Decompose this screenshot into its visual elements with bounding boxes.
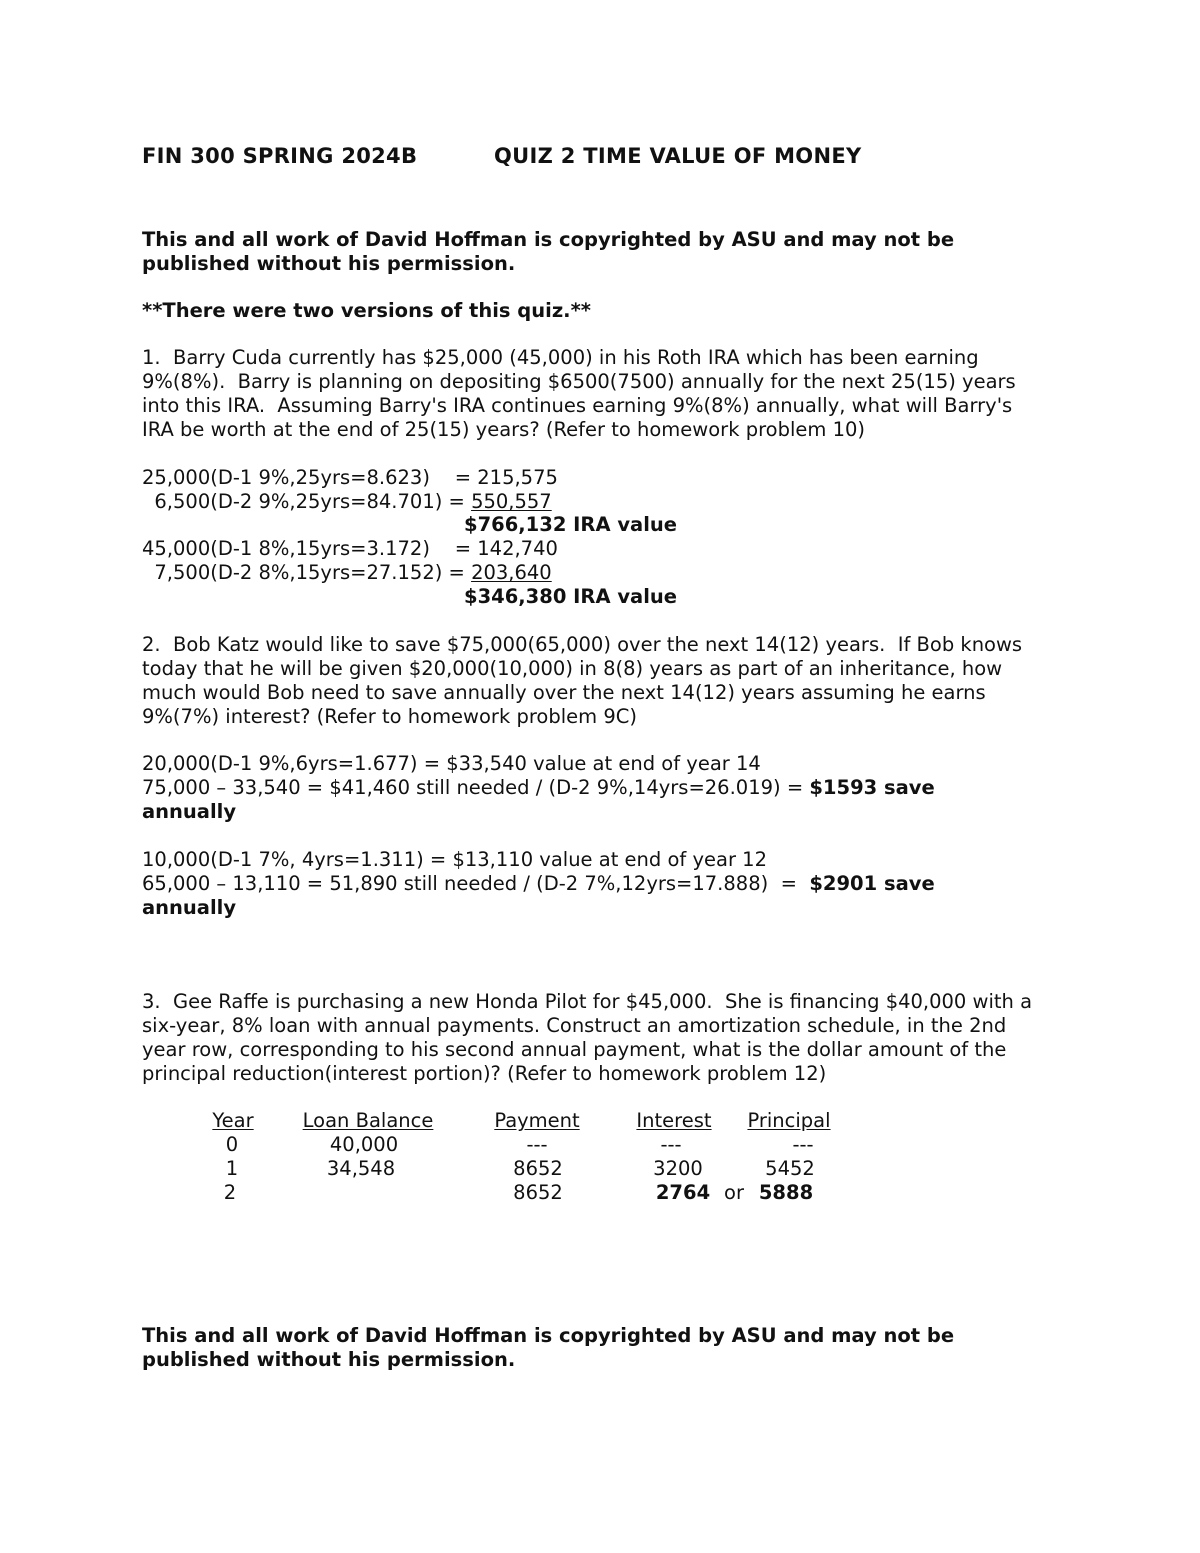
table-header-interest: Interest: [636, 1109, 712, 1132]
q3-text-line: year row, corresponding to his second annual payment, what is the dollar amount of the: [142, 1038, 1007, 1061]
copyright-footer-line-2: published without his permission.: [142, 1348, 516, 1371]
cell-payment: ---: [526, 1133, 548, 1156]
q2-v1-calc-2-label: 75,000 – 33,540 = $41,460 still needed / (D-2 9%,14yrs=26.019) =: [142, 776, 810, 799]
q2-v2-calc-2-label: 65,000 – 13,110 = 51,890 still needed / (D-2 7%,12yrs=17.888) =: [142, 872, 810, 895]
table-header-principal: Principal: [747, 1109, 831, 1132]
q2-v2-answer-cont: annually: [142, 896, 237, 919]
q2-v1-calc-1: 20,000(D-1 9%,6yrs=1.677) = $33,540 value at end of year 14: [142, 752, 761, 775]
q2-text-line: 2. Bob Katz would like to save $75,000(65,000) over the next 14(12) years. If Bob knows: [142, 633, 1023, 656]
q2-v1-answer-cont: annually: [142, 800, 237, 823]
q1-v2-calc-2-value: 203,640: [471, 561, 552, 584]
q2-text-line: 9%(7%) interest? (Refer to homework problem 9C): [142, 705, 637, 728]
table-header-year: Year: [212, 1109, 254, 1132]
q1-text-line: into this IRA. Assuming Barry's IRA continues earning 9%(8%) annually, what will Barry's: [142, 394, 1013, 417]
copyright-footer-line-1: This and all work of David Hoffman is copyrighted by ASU and may not be: [142, 1324, 955, 1347]
q1-v1-calc-2-value: 550,557: [471, 490, 552, 513]
q2-v2-calc-1: 10,000(D-1 7%, 4yrs=1.311) = $13,110 value at end of year 12: [142, 848, 767, 871]
q1-v1-calc-2-label: 6,500(D-2 9%,25yrs=84.701) =: [142, 490, 472, 513]
cell-loan-balance: 40,000: [329, 1133, 399, 1156]
q2-v1-answer: $1593 save: [809, 776, 935, 799]
q1-text-line: 1. Barry Cuda currently has $25,000 (45,000) in his Roth IRA which has been earning: [142, 346, 979, 369]
cell-year: 2: [223, 1181, 237, 1204]
q1-text-line: 9%(8%). Barry is planning on depositing $6500(7500) annually for the next 25(15) years: [142, 370, 1016, 393]
quiz-title: QUIZ 2 TIME VALUE OF MONEY: [494, 144, 862, 168]
q1-text-line: IRA be worth at the end of 25(15) years? (Refer to homework problem 10): [142, 418, 865, 441]
versions-note: **There were two versions of this quiz.**: [142, 299, 591, 322]
q1-v1-answer: $766,132 IRA value: [464, 513, 677, 536]
q1-v2-calc-2: [142, 561, 552, 585]
q2-text-line: today that he will be given $20,000(10,000) in 8(8) years as part of an inheritance, how: [142, 657, 1003, 680]
q2-v1-calc-2: [142, 776, 935, 800]
cell-year: 0: [225, 1133, 239, 1156]
q1-v2-calc-1: 45,000(D-1 8%,15yrs=3.172) = 142,740: [142, 537, 558, 560]
course-title: FIN 300 SPRING 2024B: [142, 144, 418, 168]
q1-v1-calc-1: 25,000(D-1 9%,25yrs=8.623) = 215,575: [142, 466, 558, 489]
q2-text-line: much would Bob need to save annually over the next 14(12) years assuming he earns: [142, 681, 986, 704]
q1-v2-calc-2-label: 7,500(D-2 8%,15yrs=27.152) =: [142, 561, 472, 584]
cell-principal: ---: [792, 1133, 814, 1156]
cell-principal-answer: 5888: [758, 1181, 814, 1204]
copyright-line-2: published without his permission.: [142, 252, 516, 275]
or-label: or: [724, 1181, 744, 1204]
cell-payment: 8652: [513, 1181, 563, 1204]
q2-v2-answer: $2901 save: [809, 872, 935, 895]
cell-interest: ---: [660, 1133, 682, 1156]
cell-principal: 5452: [765, 1157, 815, 1180]
q1-v1-calc-2: [142, 490, 552, 514]
q3-text-line: principal reduction(interest portion)? (Refer to homework problem 12): [142, 1062, 827, 1085]
q1-v2-answer: $346,380 IRA value: [464, 585, 677, 608]
cell-payment: 8652: [513, 1157, 563, 1180]
cell-interest-answer: 2764: [655, 1181, 711, 1204]
cell-year: 1: [225, 1157, 239, 1180]
table-header-payment: Payment: [494, 1109, 580, 1132]
q2-v2-calc-2: [142, 872, 935, 896]
q3-text-line: 3. Gee Raffe is purchasing a new Honda Pilot for $45,000. She is financing $40,000 with a: [142, 990, 1033, 1013]
cell-loan-balance: 34,548: [326, 1157, 396, 1180]
table-header-loan-balance: Loan Balance: [302, 1109, 434, 1132]
cell-interest: 3200: [653, 1157, 703, 1180]
copyright-line-1: This and all work of David Hoffman is copyrighted by ASU and may not be: [142, 228, 955, 251]
q3-text-line: six-year, 8% loan with annual payments. Construct an amortization schedule, in the 2nd: [142, 1014, 1007, 1037]
